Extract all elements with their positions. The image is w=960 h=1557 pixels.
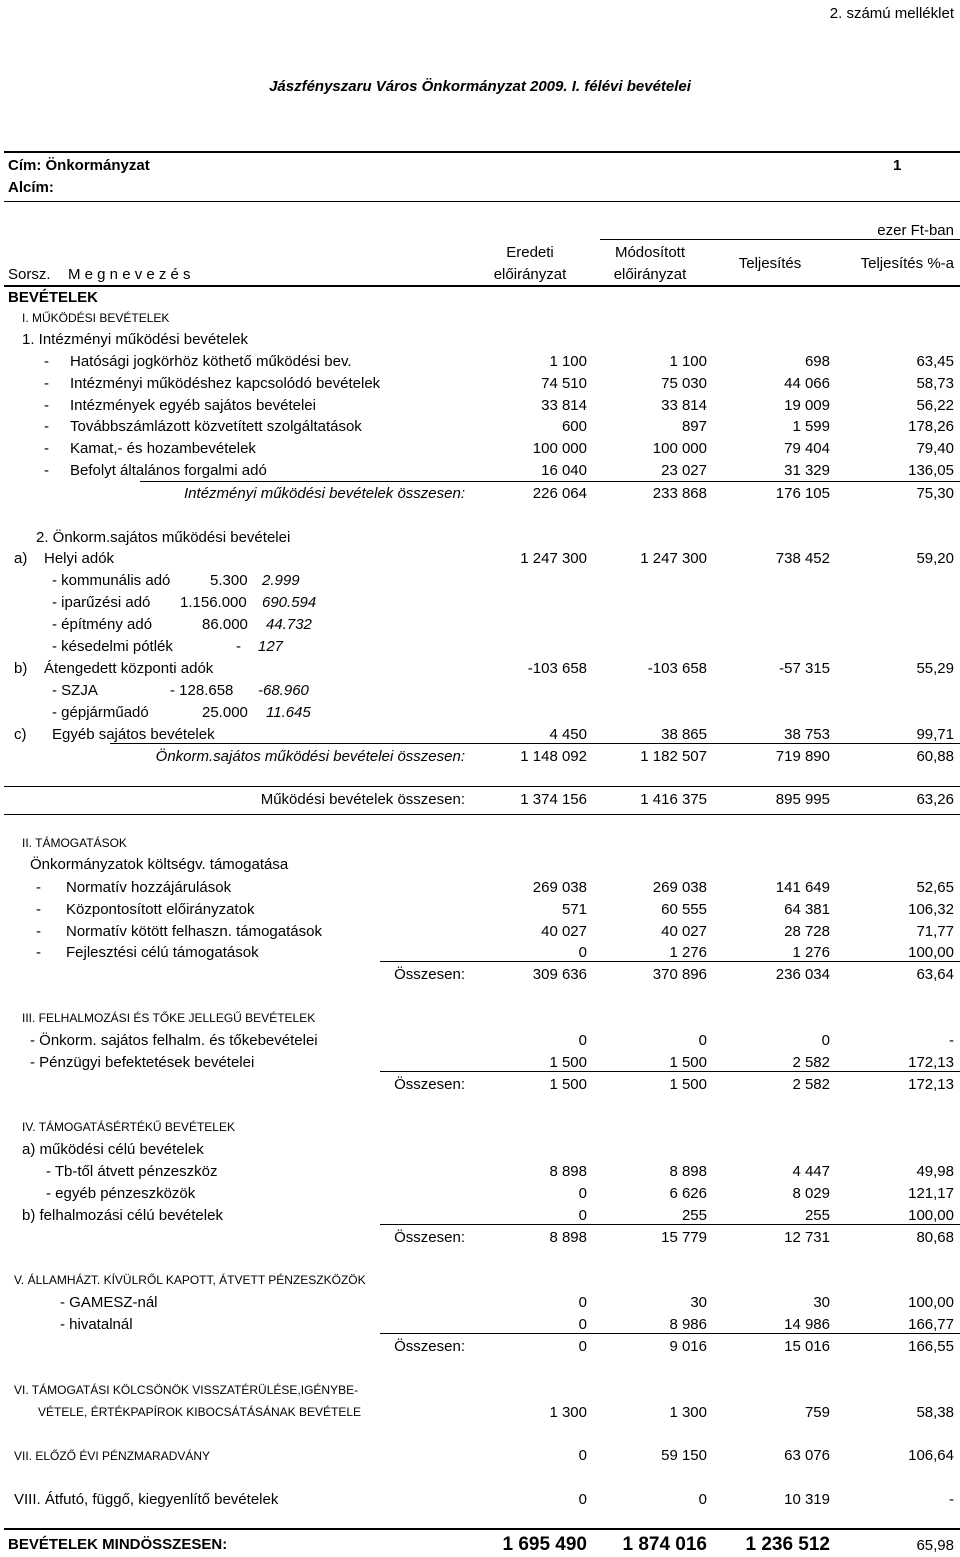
row-eredeti: 600 xyxy=(561,418,587,436)
row-label: Normatív hozzájárulások xyxy=(66,879,232,896)
detail-label: - késedelmi pótlék xyxy=(52,638,173,655)
row-modositott: 269 038 xyxy=(652,879,707,896)
row-pct: 100,00 xyxy=(908,1207,954,1224)
divider xyxy=(380,1333,960,1334)
row-label: Normatív kötött felhaszn. támogatások xyxy=(66,922,322,940)
row-pct: 100,00 xyxy=(908,1294,954,1311)
row-letter: c) xyxy=(14,726,27,743)
sum-eredeti: 0 xyxy=(578,1338,587,1355)
row-modositott: 1 300 xyxy=(669,1404,707,1421)
row-label: Továbbszámlázott közvetített szolgáltatások xyxy=(70,418,362,436)
row-teljesites: 28 728 xyxy=(784,922,830,940)
row-pct: 49,98 xyxy=(916,1163,954,1180)
sum-teljesites: 895 995 xyxy=(775,791,830,808)
grand-total-teljesites: 1 236 512 xyxy=(745,1534,830,1555)
header-teljesites-pct: Teljesítés %-a xyxy=(860,255,954,272)
sum-teljesites: 719 890 xyxy=(775,748,830,765)
row-modositott: 40 027 xyxy=(661,922,707,940)
detail-label: - iparűzési adó xyxy=(52,594,151,611)
sum-modositott: 9 016 xyxy=(669,1338,707,1355)
row-eredeti: 1 100 xyxy=(549,353,587,370)
row-pct: 63,45 xyxy=(916,353,954,370)
row-modositott: 1 247 300 xyxy=(640,550,707,567)
row-eredeti: 0 xyxy=(578,1032,587,1049)
grand-total-pct: 65,98 xyxy=(916,1537,954,1554)
row-pct: 121,17 xyxy=(908,1185,954,1202)
row-pct: 106,64 xyxy=(908,1447,954,1464)
sum-eredeti: 1 374 156 xyxy=(520,791,587,808)
grand-total-eredeti: 1 695 490 xyxy=(502,1534,587,1555)
row-modositott: 33 814 xyxy=(661,396,707,414)
row-teljesites: 4 447 xyxy=(792,1163,830,1180)
row-modositott: 1 276 xyxy=(669,944,707,962)
row-pct: 166,77 xyxy=(908,1316,954,1333)
row-dash: - xyxy=(36,944,41,962)
sum-pct: 63,64 xyxy=(916,966,954,983)
row-teljesites: 38 753 xyxy=(784,726,830,743)
row-dash: - xyxy=(44,374,49,392)
sum-modositott: 370 896 xyxy=(652,966,707,983)
row-teljesites: 738 452 xyxy=(775,550,830,567)
detail-value: 690.594 xyxy=(262,594,317,611)
row-teljesites: 8 029 xyxy=(792,1185,830,1202)
header-divider xyxy=(4,285,960,287)
row-pct: 172,13 xyxy=(908,1054,954,1071)
row-dash: - xyxy=(36,900,41,918)
row-modositott: 23 027 xyxy=(661,462,707,479)
section-vi-title: VI. TÁMOGATÁSI KÖLCSÖNÖK VISSZATÉRÜLÉSE,IGÉNYBE- xyxy=(14,1383,359,1397)
row-teljesites: 0 xyxy=(821,1032,830,1049)
row-dash: - xyxy=(44,396,49,414)
divider xyxy=(110,743,960,744)
row-dash: - xyxy=(36,879,41,896)
row-eredeti: 571 xyxy=(561,900,587,918)
row-teljesites: 44 066 xyxy=(784,374,830,392)
section-viii-label: VIII. Átfutó, függő, kiegyenlítő bevételek xyxy=(14,1491,279,1508)
row-eredeti: -103 658 xyxy=(527,660,587,677)
section-vii-label: VII. ELŐZŐ ÉVI PÉNZMARADVÁNY xyxy=(14,1449,211,1463)
row-modositott: 1 500 xyxy=(669,1054,707,1071)
row-eredeti: 4 450 xyxy=(549,726,587,743)
row-modositott: 0 xyxy=(698,1032,707,1049)
row-teljesites: 31 329 xyxy=(784,462,830,479)
row-label: - egyéb pénzeszközök xyxy=(46,1185,196,1202)
sum-pct: 80,68 xyxy=(916,1229,954,1246)
header-modositott: előirányzat xyxy=(613,266,687,283)
sum-eredeti: 1 148 092 xyxy=(520,748,587,765)
sum-modositott: 1 416 375 xyxy=(640,791,707,808)
row-dash: - xyxy=(44,353,49,370)
detail-value: 44.732 xyxy=(266,616,312,633)
row-dash: - xyxy=(44,418,49,436)
row-teljesites: 141 649 xyxy=(775,879,830,896)
row-label: - Pénzügyi befektetések bevételei xyxy=(30,1054,255,1071)
divider xyxy=(4,1528,960,1530)
row-eredeti: 0 xyxy=(578,1207,587,1224)
section-iv-title: IV. TÁMOGATÁSÉRTÉKŰ BEVÉTELEK xyxy=(22,1120,235,1134)
detail-value: - 128.658 xyxy=(170,682,234,699)
row-modositott: 8 986 xyxy=(669,1316,707,1333)
detail-value: 11.645 xyxy=(266,704,311,721)
row-eredeti: 1 247 300 xyxy=(520,550,587,567)
row-eredeti: 100 000 xyxy=(532,440,587,458)
row-modositott: 1 100 xyxy=(669,353,707,370)
row-label: - hivatalnál xyxy=(60,1316,133,1333)
detail-label: - építmény adó xyxy=(52,616,153,633)
section-iv-subtitle: a) működési célú bevételek xyxy=(22,1141,204,1158)
row-label: b) felhalmozási célú bevételek xyxy=(22,1207,223,1224)
row-eredeti: 0 xyxy=(578,1294,587,1311)
sum-pct: 63,26 xyxy=(916,791,954,808)
row-label: Hatósági jogkörhöz köthető működési bev. xyxy=(70,353,352,370)
row-pct: - xyxy=(949,1032,954,1049)
divider xyxy=(600,239,960,240)
row-pct: 58,38 xyxy=(916,1404,954,1421)
row-eredeti: 33 814 xyxy=(541,396,587,414)
section-v-title: V. ÁLLAMHÁZT. KÍVÜLRŐL KAPOTT, ÁTVETT PÉNZESZKÖZÖK xyxy=(14,1273,366,1287)
row-dash: - xyxy=(36,922,41,940)
sum-teljesites: 12 731 xyxy=(784,1229,830,1246)
row-pct: 99,71 xyxy=(916,726,954,743)
detail-value: 25.000 xyxy=(202,704,248,721)
detail-label: - gépjárműadó xyxy=(52,704,149,721)
sum-pct: 60,88 xyxy=(916,748,954,765)
sum-eredeti: 1 500 xyxy=(549,1076,587,1093)
row-teljesites: 759 xyxy=(804,1404,830,1421)
row-pct: 71,77 xyxy=(916,922,954,940)
unit-label: ezer Ft-ban xyxy=(877,222,954,239)
row-letter: a) xyxy=(14,550,28,567)
sum-teljesites: 2 582 xyxy=(792,1076,830,1093)
sum-modositott: 1 182 507 xyxy=(640,748,707,765)
row-dash: - xyxy=(44,440,49,458)
section-2-subtitle: 2. Önkorm.sajátos működési bevételei xyxy=(36,529,291,546)
row-modositott: 59 150 xyxy=(661,1447,707,1464)
row-eredeti: 0 xyxy=(578,1185,587,1202)
header-eredeti: Eredeti xyxy=(506,244,554,261)
row-label: Helyi adók xyxy=(44,550,115,567)
row-teljesites: 14 986 xyxy=(784,1316,830,1333)
row-modositott: 100 000 xyxy=(652,440,707,458)
divider xyxy=(4,786,960,787)
section-ii-subtitle: Önkormányzatok költségv. támogatása xyxy=(30,856,289,873)
section-i-subtitle: 1. Intézményi működési bevételek xyxy=(22,331,248,348)
sum-pct: 75,30 xyxy=(916,485,954,502)
header-eredeti: előirányzat xyxy=(493,266,567,283)
row-teljesites: 698 xyxy=(804,353,830,370)
row-pct: 106,32 xyxy=(908,900,954,918)
row-modositott: 75 030 xyxy=(661,374,707,392)
row-eredeti: 1 300 xyxy=(549,1404,587,1421)
row-pct: 56,22 xyxy=(916,396,954,414)
row-teljesites: 19 009 xyxy=(784,396,830,414)
grand-total-modositott: 1 874 016 xyxy=(622,1534,707,1555)
row-teljesites: 64 381 xyxy=(784,900,830,918)
sum-teljesites: 15 016 xyxy=(784,1338,830,1355)
grand-total-label: BEVÉTELEK MINDÖSSZESEN: xyxy=(8,1536,228,1553)
row-teljesites: -57 315 xyxy=(779,660,830,677)
row-eredeti: 0 xyxy=(578,1316,587,1333)
row-label: - Tb-től átvett pénzeszköz xyxy=(46,1163,218,1180)
row-eredeti: 8 898 xyxy=(549,1163,587,1180)
row-eredeti: 269 038 xyxy=(532,879,587,896)
detail-label: - SZJA xyxy=(52,682,98,699)
row-label: Befolyt általános forgalmi adó xyxy=(70,462,267,479)
row-teljesites: 2 582 xyxy=(792,1054,830,1071)
sum-teljesites: 236 034 xyxy=(775,966,830,983)
detail-value: -68.960 xyxy=(258,682,309,699)
row-teljesites: 1 276 xyxy=(792,944,830,962)
detail-value: 5.300 xyxy=(210,572,248,589)
sum-eredeti: 309 636 xyxy=(532,966,587,983)
row-letter: b) xyxy=(14,660,28,677)
sum-label: Összesen: xyxy=(394,966,465,983)
divider xyxy=(140,481,960,482)
row-label: Fejlesztési célú támogatások xyxy=(66,944,259,962)
section-iii-title: III. FELHALMOZÁSI ÉS TŐKE JELLEGŰ BEVÉTELEK xyxy=(22,1011,316,1025)
sum-pct: 166,55 xyxy=(908,1338,954,1355)
row-modositott: 897 xyxy=(681,418,707,436)
row-modositott: 6 626 xyxy=(669,1185,707,1202)
row-label: - Önkorm. sajátos felhalm. és tőkebevételei xyxy=(30,1032,318,1049)
row-label: Intézmények egyéb sajátos bevételei xyxy=(70,396,316,414)
row-dash: - xyxy=(44,462,49,479)
header-megnevezes: M e g n e v e z é s xyxy=(68,266,191,283)
row-modositott: 8 898 xyxy=(669,1163,707,1180)
sum-eredeti: 226 064 xyxy=(532,485,587,502)
sum-modositott: 1 500 xyxy=(669,1076,707,1093)
row-label: Kamat,- és hozambevételek xyxy=(70,440,256,458)
divider xyxy=(4,151,960,153)
sum-label: Intézményi működési bevételek összesen: xyxy=(184,485,465,502)
sum-eredeti: 8 898 xyxy=(549,1229,587,1246)
detail-value: 1.156.000 xyxy=(180,594,247,611)
row-teljesites: 1 599 xyxy=(792,418,830,436)
sum-label: Önkorm.sajátos működési bevételei összesen: xyxy=(155,748,465,765)
detail-value: 127 xyxy=(258,638,284,655)
row-pct: 58,73 xyxy=(916,374,954,392)
detail-label: - kommunális adó xyxy=(52,572,171,589)
row-label: Központosított előirányzatok xyxy=(66,900,255,918)
section-bevetelek: BEVÉTELEK xyxy=(8,289,99,306)
row-pct: 52,65 xyxy=(916,879,954,896)
row-label: Intézményi működéshez kapcsolódó bevételek xyxy=(70,374,381,392)
row-label: Egyéb sajátos bevételek xyxy=(52,726,215,743)
row-pct: - xyxy=(949,1491,954,1508)
row-modositott: 255 xyxy=(681,1207,707,1224)
section-ii-title: II. TÁMOGATÁSOK xyxy=(22,836,127,850)
sum-modositott: 15 779 xyxy=(661,1229,707,1246)
divider xyxy=(380,1224,960,1225)
sum-label: Összesen: xyxy=(394,1229,465,1246)
sum-label: Működési bevételek összesen: xyxy=(260,791,465,808)
row-label: - GAMESZ-nál xyxy=(60,1294,158,1311)
row-eredeti: 0 xyxy=(578,1447,587,1464)
row-modositott: 0 xyxy=(698,1491,707,1508)
row-pct: 178,26 xyxy=(908,418,954,436)
row-pct: 100,00 xyxy=(908,944,954,962)
detail-value: 86.000 xyxy=(202,616,248,633)
sum-pct: 172,13 xyxy=(908,1076,954,1093)
divider xyxy=(380,1071,960,1072)
row-teljesites: 79 404 xyxy=(784,440,830,458)
sum-modositott: 233 868 xyxy=(652,485,707,502)
section-i-title: I. MŰKÖDÉSI BEVÉTELEK xyxy=(22,311,170,325)
section-vi-label: VÉTELE, ÉRTÉKPAPÍROK KIBOCSÁTÁSÁNAK BEVÉTELE xyxy=(38,1405,361,1419)
divider xyxy=(4,201,960,202)
annex-label: 2. számú melléklet xyxy=(829,5,954,22)
detail-value: 2.999 xyxy=(262,572,300,589)
row-modositott: -103 658 xyxy=(647,660,707,677)
row-teljesites: 63 076 xyxy=(784,1447,830,1464)
alcim-label: Alcím: xyxy=(8,179,54,196)
row-modositott: 30 xyxy=(690,1294,707,1311)
row-eredeti: 1 500 xyxy=(549,1054,587,1071)
row-teljesites: 255 xyxy=(804,1207,830,1224)
detail-value: - xyxy=(236,638,241,655)
sum-label: Összesen: xyxy=(394,1076,465,1093)
divider xyxy=(4,814,960,815)
divider xyxy=(380,961,960,962)
row-teljesites: 10 319 xyxy=(784,1491,830,1508)
row-eredeti: 40 027 xyxy=(541,922,587,940)
row-eredeti: 0 xyxy=(578,1491,587,1508)
cim-label: Cím: Önkormányzat xyxy=(8,157,150,174)
header-sorsz: Sorsz. xyxy=(8,266,51,283)
row-modositott: 60 555 xyxy=(661,900,707,918)
row-eredeti: 0 xyxy=(578,944,587,962)
sum-teljesites: 176 105 xyxy=(775,485,830,502)
row-label: Átengedett központi adók xyxy=(44,660,214,677)
row-pct: 55,29 xyxy=(916,660,954,677)
header-teljesites: Teljesítés xyxy=(738,255,802,272)
row-pct: 136,05 xyxy=(908,462,954,479)
header-modositott: Módosított xyxy=(614,244,686,261)
cim-number: 1 xyxy=(893,157,902,174)
row-eredeti: 16 040 xyxy=(541,462,587,479)
row-teljesites: 30 xyxy=(813,1294,830,1311)
row-eredeti: 74 510 xyxy=(541,374,587,392)
sum-label: Összesen: xyxy=(394,1338,465,1355)
row-modositott: 38 865 xyxy=(661,726,707,743)
row-pct: 79,40 xyxy=(916,440,954,458)
row-pct: 59,20 xyxy=(916,550,954,567)
page-title: Jászfényszaru Város Önkormányzat 2009. I. félévi bevételei xyxy=(269,78,691,95)
